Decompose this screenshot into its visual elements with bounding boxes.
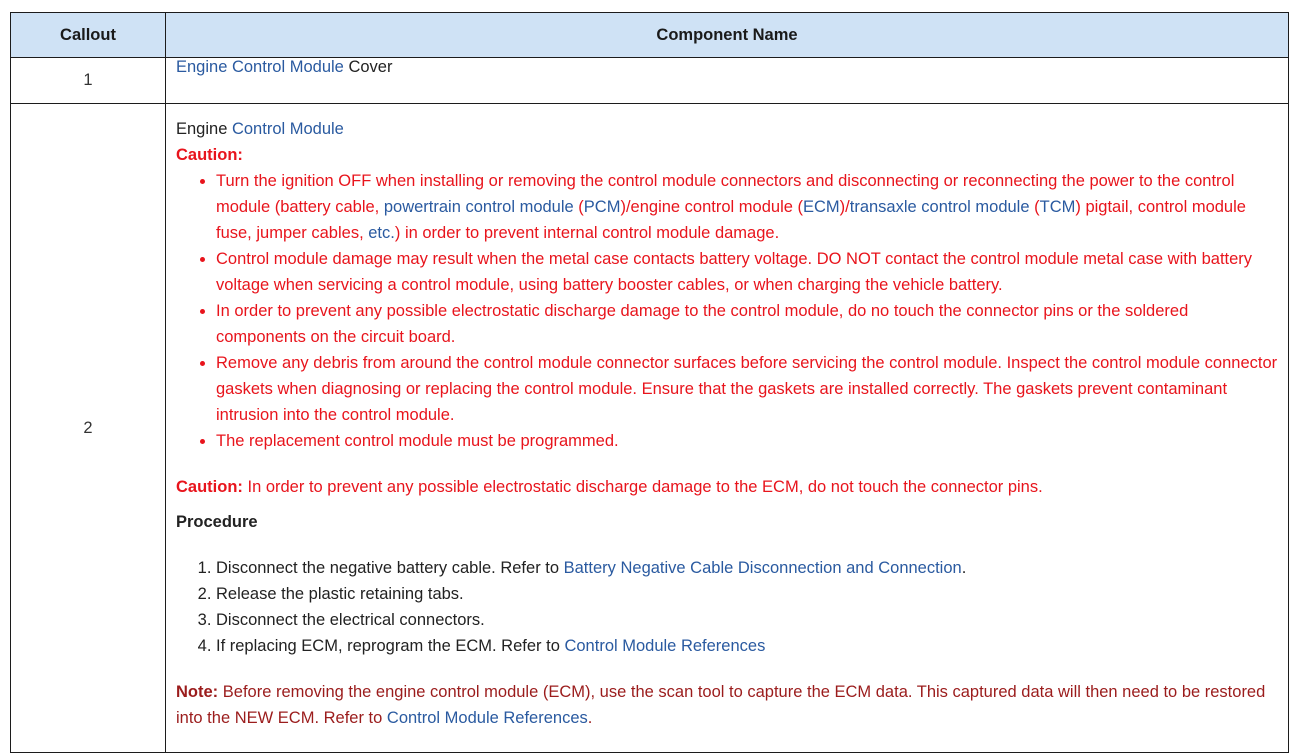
step-item xyxy=(216,633,1278,659)
note-text: Before removing the engine control module (ECM), use the scan tool to capture the ECM data. This captured data will then need to be restored into the NEW ECM. Refer to xyxy=(176,683,1266,727)
step-item: 3. Disconnect the electrical connectors. xyxy=(216,607,1278,633)
battery-negative-cable-link[interactable]: Battery Negative Cable Disconnection and Connection xyxy=(563,559,962,577)
caution-list xyxy=(176,168,1278,454)
step-item xyxy=(216,555,1278,581)
caution-item xyxy=(216,168,1278,246)
caution-item: • Control module damage may result when the metal case contacts battery voltage. DO NOT contact the control module metal case with battery voltage when servicing a control module, using battery booster cables, or when charging the vehicle battery. xyxy=(216,246,1278,298)
component-cell xyxy=(166,58,1289,104)
caution-ecm xyxy=(176,474,1278,500)
component-cell xyxy=(166,104,1289,753)
control-module-references-link[interactable]: Control Module References xyxy=(564,637,766,655)
caution-text: ) in order to prevent internal control module damage. xyxy=(394,224,780,242)
tcm-link[interactable]: TCM xyxy=(1039,198,1076,216)
pcm-full-link[interactable]: powertrain control module xyxy=(383,198,574,216)
note-block xyxy=(176,679,1278,731)
table-header-row xyxy=(11,13,1289,58)
step-text: If replacing ECM, reprogram the ECM. Refer to xyxy=(216,637,565,655)
table-row xyxy=(11,58,1289,104)
procedure-heading: Procedure xyxy=(176,513,258,531)
header-component-name: Component Name xyxy=(166,13,1289,58)
caution-text: In order to prevent any possible electrostatic discharge damage to the ECM, do not touch the connector pins. xyxy=(242,478,1043,496)
caution-label: Caution: xyxy=(176,146,243,164)
caution-item: • In order to prevent any possible electrostatic discharge damage to the control module, do no touch the connector pins or the soldered components on the circuit board. xyxy=(216,298,1278,350)
component-title xyxy=(176,116,1278,142)
step-text: Disconnect the negative battery cable. Refer to xyxy=(216,559,564,577)
caution-text: ( xyxy=(573,198,584,216)
callout-cell: 1 xyxy=(11,58,166,104)
note-text: . xyxy=(587,709,593,727)
step-text: . xyxy=(961,559,967,577)
procedure-steps xyxy=(176,555,1278,659)
pcm-link[interactable]: PCM xyxy=(583,198,621,216)
note-label: Note: xyxy=(176,683,219,701)
header-callout: Callout xyxy=(11,13,166,58)
caution-text: ( xyxy=(1029,198,1040,216)
caution-item: • The replacement control module must be programmed. xyxy=(216,428,1278,454)
component-table xyxy=(10,12,1289,753)
step-item: 2. Release the plastic retaining tabs. xyxy=(216,581,1278,607)
control-module-link[interactable]: Control Module xyxy=(231,120,344,138)
callout-cell: 2 xyxy=(11,104,166,753)
caution-text: )/engine control module ( xyxy=(620,198,803,216)
etc-link[interactable]: etc. xyxy=(368,224,395,242)
caution-text: ) pigtail, control module fuse, jumper cables, xyxy=(216,198,1246,242)
caution-text: Turn the ignition OFF when installing or removing the control module connectors and disconnecting or reconnecting the power to the control module (battery cable, xyxy=(216,172,1235,216)
engine-control-module-link[interactable]: Engine Control Module xyxy=(176,58,344,76)
control-module-references-link[interactable]: Control Module References xyxy=(386,709,588,727)
tcm-full-link[interactable]: transaxle control module xyxy=(849,198,1030,216)
component-name-suffix: Cover xyxy=(343,58,393,76)
caution-label: Caution: xyxy=(176,478,243,496)
component-title-prefix: Engine xyxy=(176,120,232,138)
ecm-link[interactable]: ECM xyxy=(802,198,840,216)
table-row xyxy=(11,104,1289,753)
caution-text: )/ xyxy=(839,198,850,216)
caution-item: • Remove any debris from around the control module connector surfaces before servicing the control module. Inspect the control module connector gaskets when diagnosing or replacing the control module. Ensure that the gaskets are installed correctly. The gaskets prevent contaminant intrusion into the control module. xyxy=(216,350,1278,428)
